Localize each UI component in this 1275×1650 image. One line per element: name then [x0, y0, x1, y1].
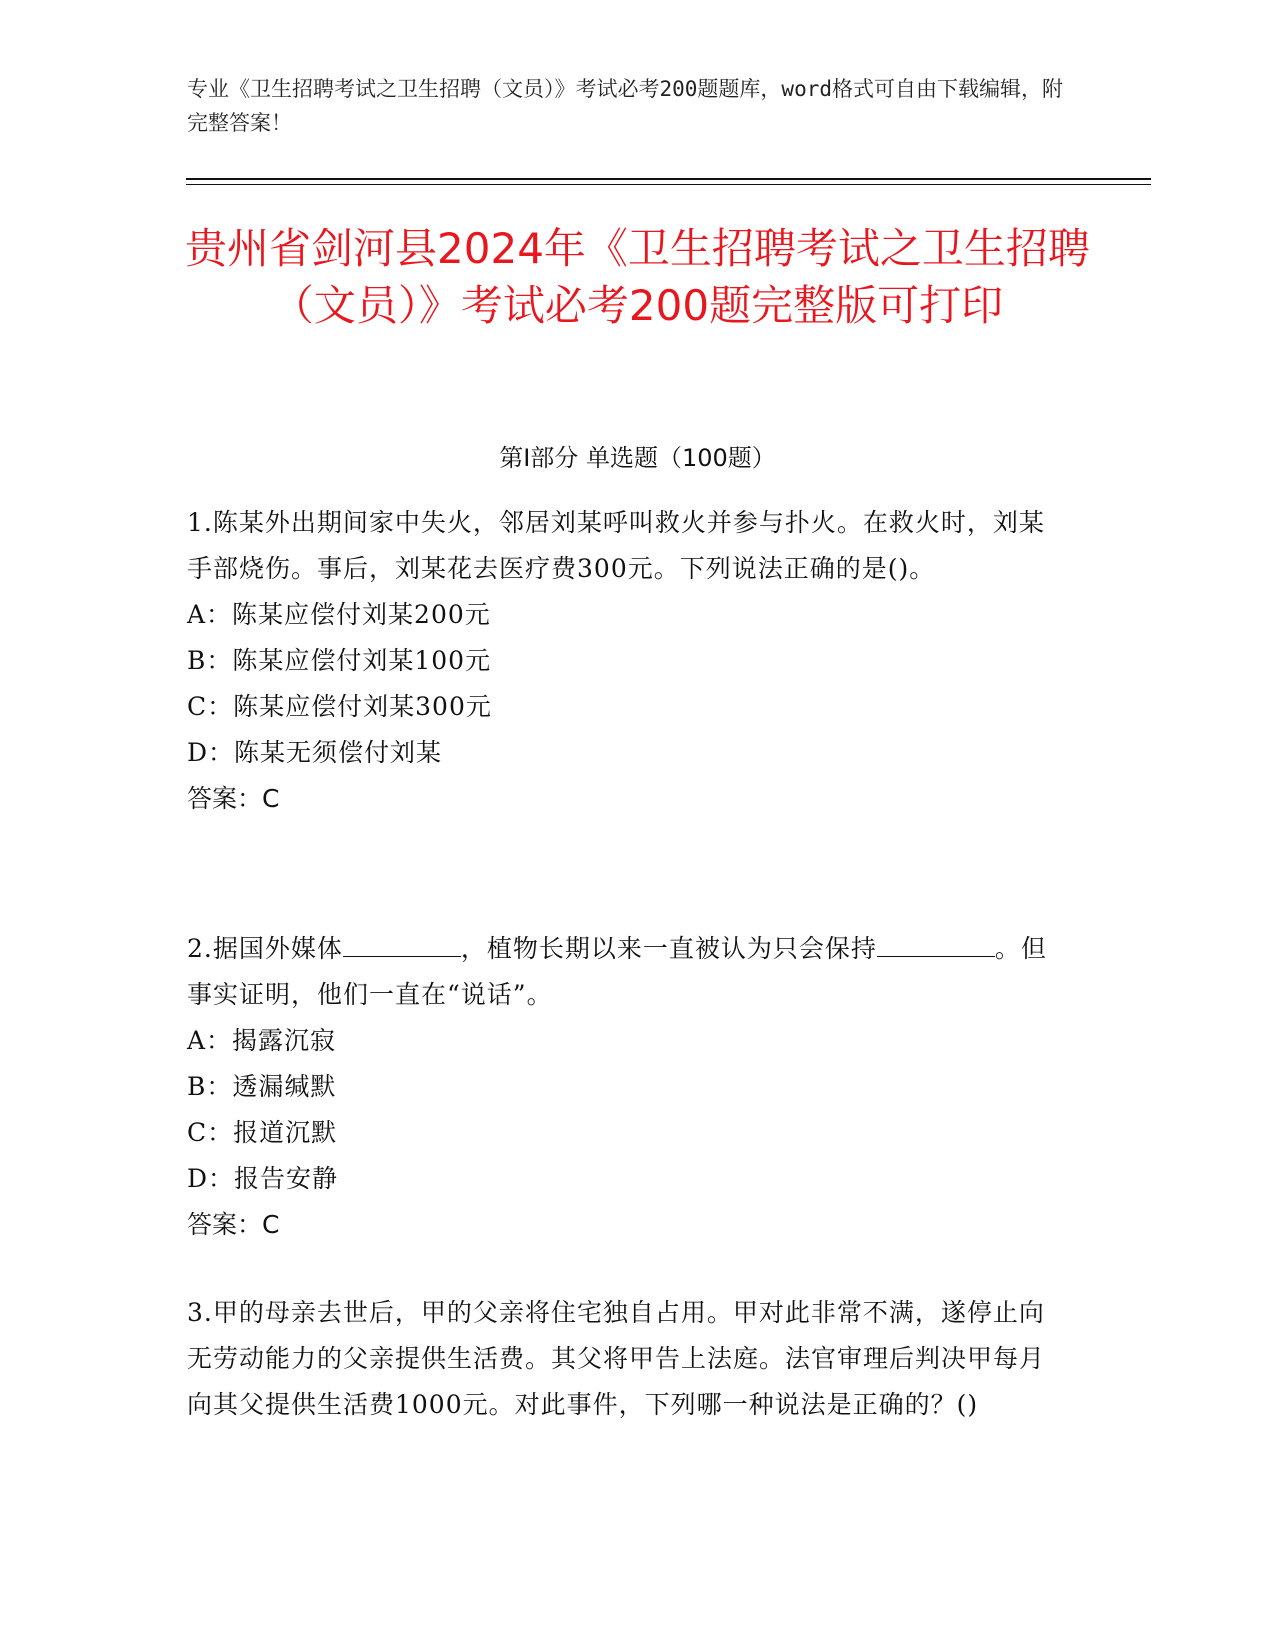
question-text: 3.甲的母亲去世后，甲的父亲将住宅独自占用。甲对此非常不满，遂停止向无劳动能力的父亲提供生活费。其父将甲告上法庭。法官审理后判决甲每月向其父提供生活费1000元。对此事件，下列哪一种说法是正确的？() [187, 1298, 1046, 1419]
section-heading: 第I部分 单选题（100题） [499, 444, 776, 472]
question-text-part3: 。但事实证明，他们一直在“说话”。 [187, 934, 1047, 1009]
question-text [187, 926, 1067, 1018]
header-divider-thin [186, 184, 1151, 185]
answer: 答案：C [187, 1210, 280, 1239]
option-b: B：陈某应偿付刘某100元 [187, 646, 492, 675]
option-b: B：透漏缄默 [187, 1072, 337, 1101]
question-3 [187, 1290, 1067, 1428]
document-title: 贵州省剑河县2024年《卫生招聘考试之卫生招聘（文员）》考试必考200题完整版可打印 [185, 224, 1090, 330]
header-note: 专业《卫生招聘考试之卫生招聘（文员）》考试必考200题题库，word格式可自由下载编辑，附完整答案！ [187, 77, 1063, 135]
question-text-part1: 2.据国外媒体 [187, 934, 343, 963]
header-divider [186, 178, 1151, 180]
option-a: A：揭露沉寂 [187, 1026, 337, 1055]
option-d: D：陈某无须偿付刘某 [187, 738, 443, 767]
option-d: D：报告安静 [187, 1164, 339, 1193]
question-text: 1.陈某外出期间家中失火，邻居刘某呼叫救火并参与扑火。在救火时，刘某手部烧伤。事后，刘某花去医疗费300元。下列说法正确的是()。 [187, 508, 1045, 583]
option-a: A：陈某应偿付刘某200元 [187, 600, 491, 629]
question-text-part2: ，植物长期以来一直被认为只会保持 [460, 934, 877, 963]
question-1 [187, 500, 1067, 822]
answer: 答案：C [187, 784, 280, 813]
option-c: C：陈某应偿付刘某300元 [187, 692, 492, 721]
question-2 [187, 926, 1067, 1248]
option-c: C：报道沉默 [187, 1118, 338, 1147]
fill-blank [877, 932, 995, 957]
fill-blank [343, 932, 461, 957]
